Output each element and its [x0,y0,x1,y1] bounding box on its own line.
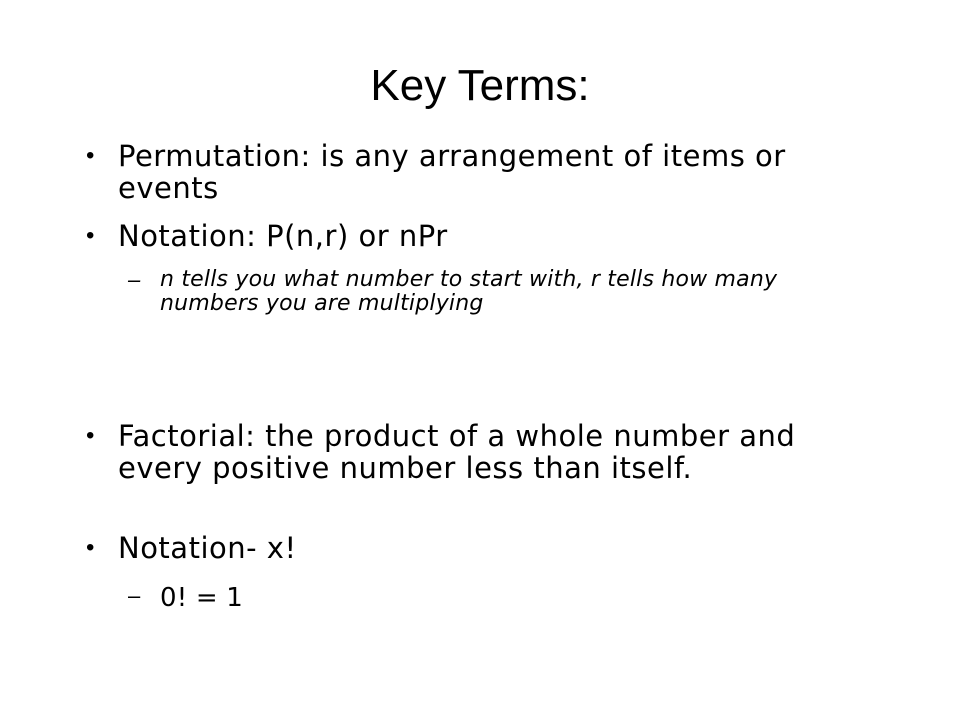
bullet-text: Notation: P(n,r) or nPr [118,219,448,253]
bullet-item-notation-permutation [86,220,882,252]
bullet-item-notation-factorial [86,532,882,564]
bullet-text: Factorial: the product of a whole number and every positive number less than itself. [118,419,796,485]
subbullet-item-notation-explanation [128,268,882,316]
subbullet-text: n tells you what number to start with, r tells how many numbers you are multiplying [160,267,778,316]
subbullet-item-zero-factorial [128,584,882,612]
slide-title: Key Terms: [370,61,590,110]
bullet-text: Notation- x! [118,531,297,565]
bullet-marker: • [86,422,95,449]
bullet-item-factorial [86,420,882,484]
bullet-item-permutation [86,140,882,204]
subbullet-marker: – [128,267,141,292]
bullet-marker: • [86,534,95,561]
subbullet-text: 0! = 1 [160,583,244,613]
bullet-marker: • [86,142,95,169]
subbullet-marker: – [128,583,141,608]
bullet-text: Permutation: is any arrangement of items or events [118,139,786,205]
bullet-marker: • [86,222,95,249]
